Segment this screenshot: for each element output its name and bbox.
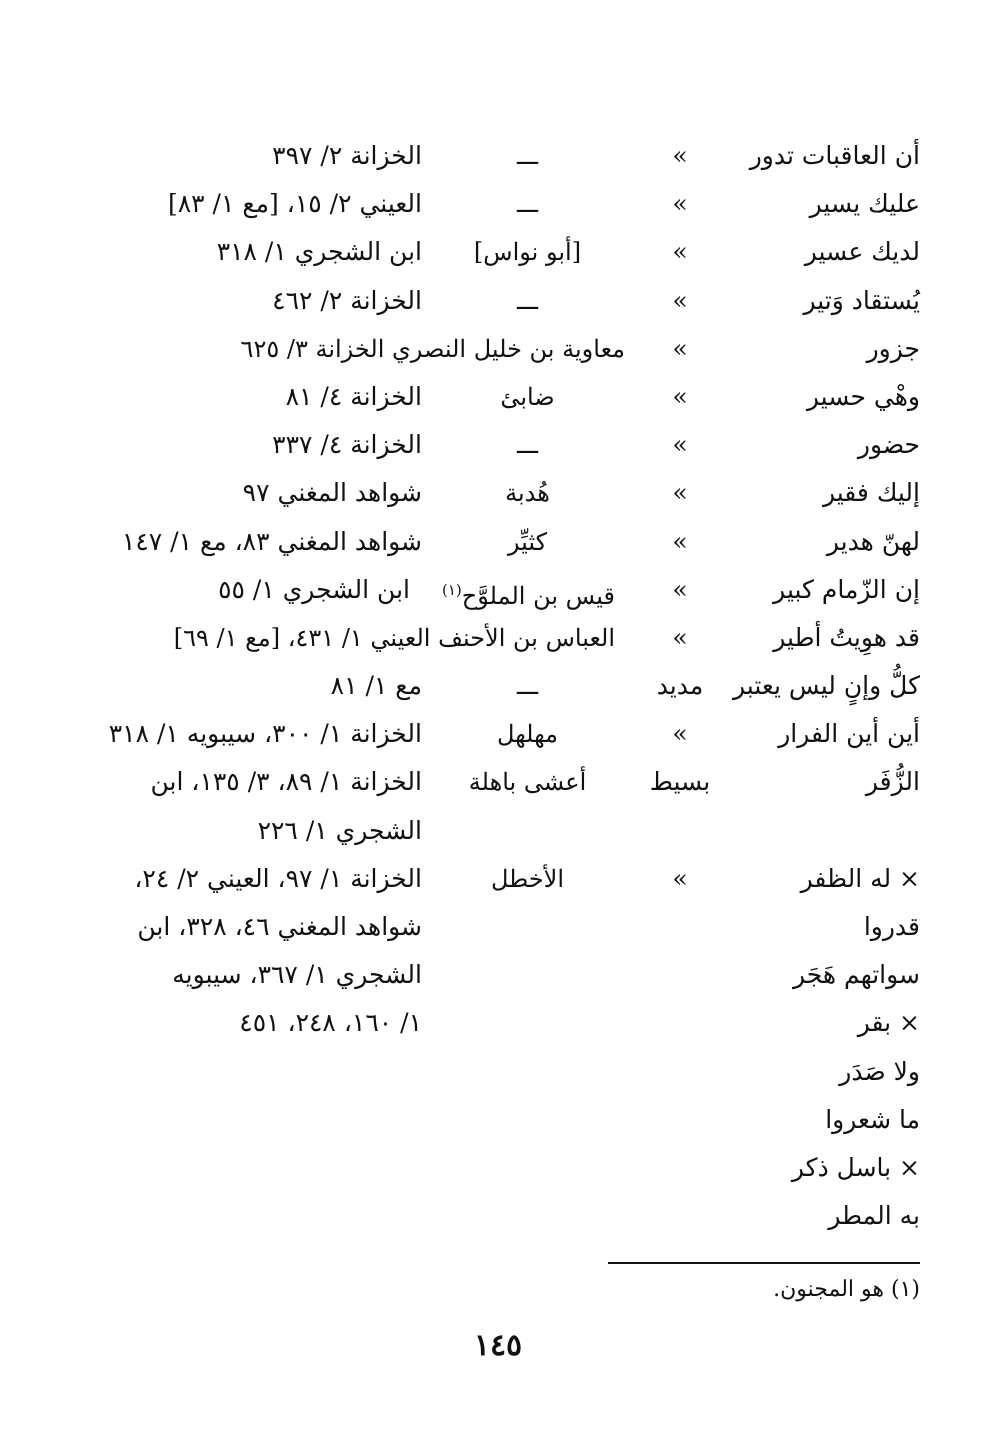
poet (415, 566, 615, 614)
hemistich: أين أين الفرار (778, 719, 920, 749)
reference: الخزانة ٤/ ٣٣٧ (272, 430, 422, 460)
reference: شواهد المغني ٩٧ (242, 478, 422, 508)
reference: العيني ٢/ ١٥، [مع ١/ ٨٣] (167, 189, 422, 219)
reference: ابن الشجري ١/ ٣١٨ (216, 237, 422, 267)
hemistich: إن الزّمام كبير (773, 574, 920, 604)
meter: بسيط (649, 767, 711, 797)
poet-name: قيس بن الملوَّح (461, 581, 615, 610)
index-row (0, 421, 996, 469)
index-row (0, 518, 996, 566)
poet: هُدبة (505, 479, 550, 508)
meter: » (672, 189, 688, 219)
hemistich: لهنّ هدير (826, 526, 920, 556)
index-row (0, 373, 996, 421)
poet: مهلهل (496, 720, 559, 749)
poet: كثيِّر (507, 527, 548, 556)
poet-and-reference: معاوية بن خليل النصري الخزانة ٣/ ٦٢٥ (240, 334, 625, 363)
index-row (0, 469, 996, 517)
hemistich: ولا صَدَر (839, 1056, 920, 1086)
footnote: (١) هو المجنون. (773, 1277, 920, 1302)
index-row (0, 710, 996, 758)
meter: » (672, 863, 688, 893)
poet: ضابئ (500, 382, 555, 411)
hemistich: أن العاقبات تدور (749, 141, 920, 170)
index-row (0, 277, 996, 325)
reference-line: الخزانة ١/ ٩٧، العيني ٢/ ٢٤، (134, 863, 422, 893)
hemistich: ما شعروا (825, 1104, 920, 1134)
poet: ـــ (516, 190, 539, 219)
poet: الأخطل (490, 864, 565, 893)
reference-line: شواهد المغني ٤٦، ٣٢٨، ابن (137, 912, 422, 942)
poet: ـــ (516, 672, 539, 701)
poet: أعشى باهلة (468, 768, 587, 797)
hemistich: الزُّفَر (865, 767, 920, 797)
hemistich: وهْي حسير (806, 381, 920, 411)
reference: شواهد المغني ٨٣، مع ١/ ١٤٧ (121, 526, 422, 556)
reference: الخزانة ٢/ ٣٩٧ (272, 141, 422, 170)
index-row (0, 180, 996, 228)
meter: » (672, 430, 688, 460)
index-row (0, 614, 996, 662)
poetry-index-table (0, 132, 996, 1240)
poet-and-reference: العباس بن الأحنف العيني ١/ ٤٣١، [مع ١/ ٦٩] (173, 623, 615, 652)
reference-line: ١/ ١٦٠، ٢٤٨، ٤٥١ (239, 1008, 422, 1038)
meter: » (672, 478, 688, 508)
meter: » (672, 574, 688, 604)
page-number: ١٤٥ (473, 1328, 523, 1363)
meter: » (672, 237, 688, 267)
meter: » (672, 622, 688, 652)
poet: [أبو نواس] (473, 238, 582, 267)
meter: » (672, 381, 688, 411)
hemistich: قد هوِيتُ أطير (773, 622, 920, 652)
hemistich: يُستقاد وَتير (803, 285, 920, 315)
reference-line: الخزانة ١/ ٨٩، ٣/ ١٣٥، ابن (150, 767, 422, 797)
poet: ـــ (516, 286, 539, 315)
meter: مديد (656, 671, 704, 701)
footnote-marker: (١) (442, 580, 462, 599)
footnote-divider (608, 1262, 920, 1264)
reference: الخزانة ٤/ ٨١ (285, 381, 422, 411)
reference: ابن الشجري ١/ ٥٥ (218, 574, 410, 604)
meter: » (672, 285, 688, 315)
reference: الخزانة ١/ ٣٠٠، سيبويه ١/ ٣١٨ (108, 719, 422, 749)
hemistich: قدروا (863, 912, 920, 942)
reference-line: الشجري ١/ ٢٢٦ (257, 815, 422, 845)
index-row (0, 132, 996, 180)
index-row (0, 228, 996, 276)
hemistich: حضور (857, 430, 920, 460)
poet: ـــ (516, 431, 539, 460)
meter: » (672, 333, 688, 363)
index-row (0, 325, 996, 373)
hemistich: إليك فقير (822, 478, 920, 508)
reference: الخزانة ٢/ ٤٦٢ (272, 285, 422, 315)
hemistich: عليك يسير (809, 189, 920, 219)
hemistich: جزور (866, 333, 920, 363)
index-row (0, 566, 996, 614)
index-row (0, 662, 996, 710)
meter: » (672, 141, 688, 170)
index-row (0, 758, 996, 854)
hemistich: × بقر (857, 1008, 920, 1038)
hemistich: سواتهم هَجَر (793, 960, 920, 990)
hemistich: به المطر (828, 1201, 920, 1231)
hemistich: × باسل ذكر (791, 1153, 920, 1183)
hemistich: لديك عسير (804, 237, 920, 267)
meter: » (672, 719, 688, 749)
hemistich: كلُّ وإنٍ ليس يعتبر (733, 671, 920, 701)
index-row (0, 855, 996, 1241)
hemistich: × له الظفر (800, 863, 920, 893)
reference: مع ١/ ٨١ (330, 671, 422, 701)
poet: ـــ (516, 142, 539, 170)
meter: » (672, 526, 688, 556)
reference-line: الشجري ١/ ٣٦٧، سيبويه (172, 960, 422, 990)
